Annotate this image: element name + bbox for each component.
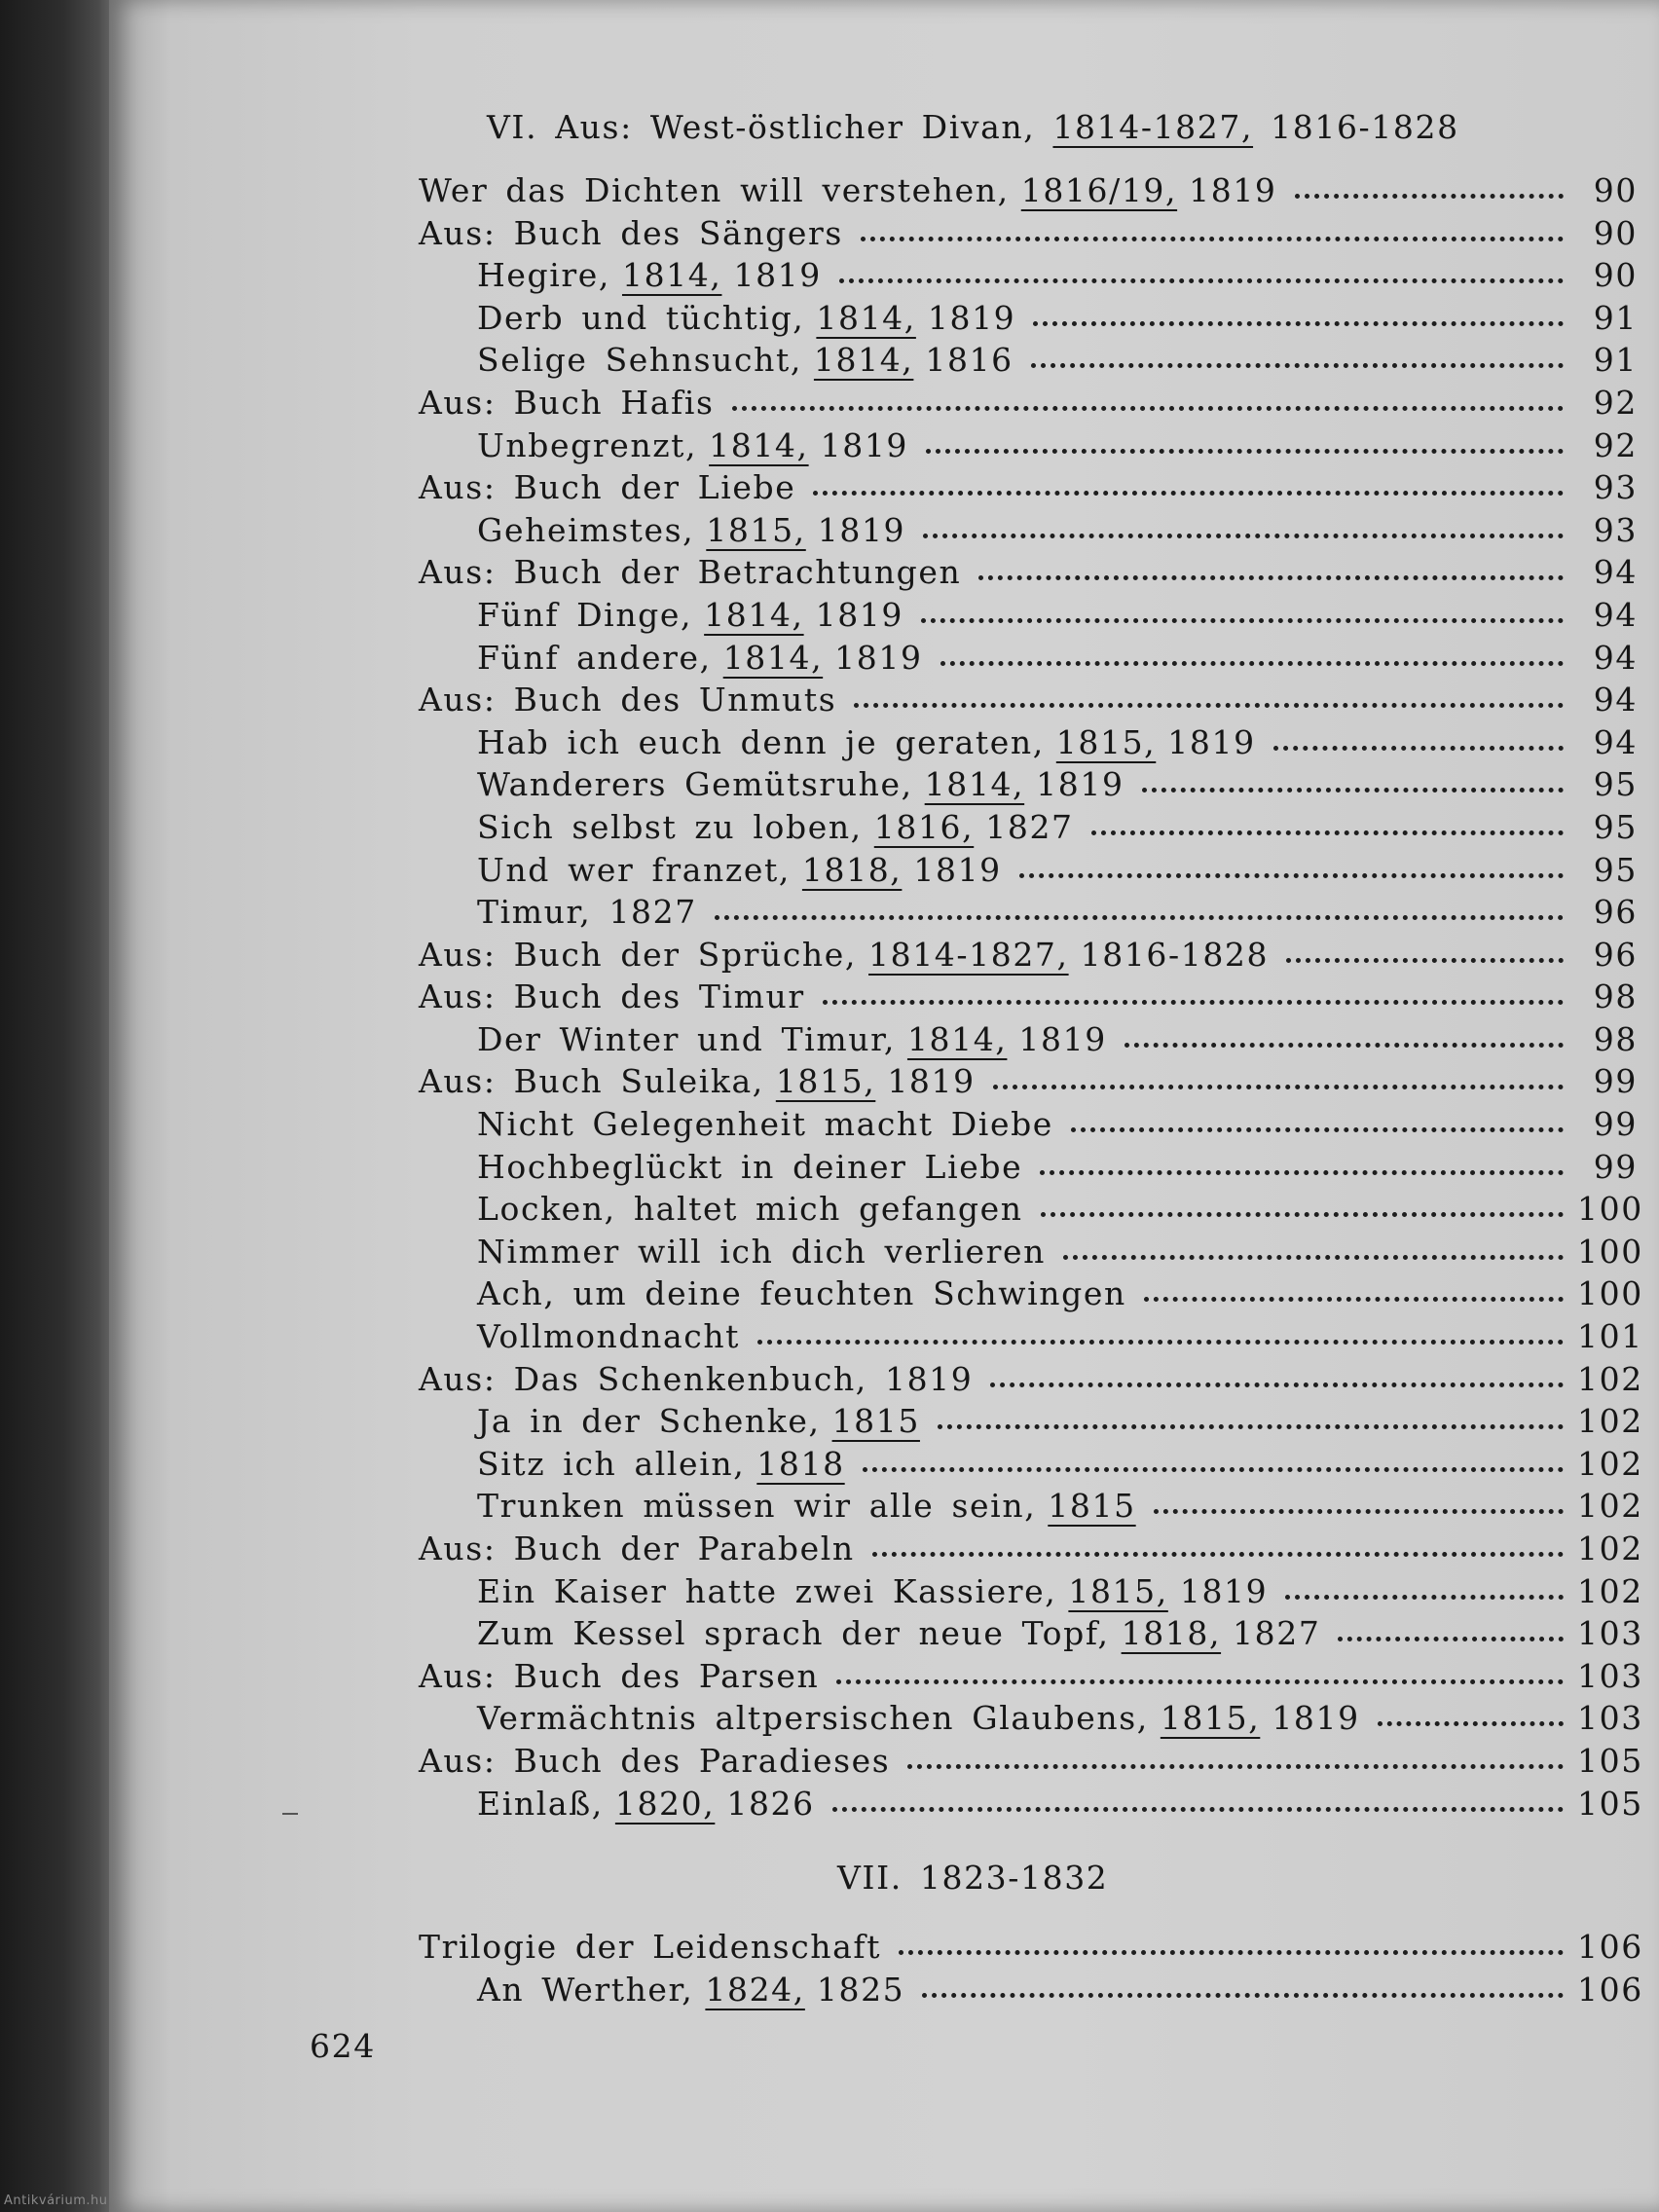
entry-title: Vermächtnis altpersischen Glaubens, <box>477 1699 1149 1738</box>
entry-page-number: 103 <box>1577 1656 1643 1695</box>
dot-leader <box>1040 1170 1564 1175</box>
dot-leader <box>823 1000 1564 1005</box>
dot-leader <box>813 491 1564 496</box>
page-number: 624 <box>310 2027 376 2065</box>
entry-composition-date: 1814, <box>906 1019 1008 1058</box>
entry-composition-date: 1818, <box>1121 1614 1222 1653</box>
toc-list-section-vi <box>419 169 1643 1825</box>
dot-leader <box>1142 788 1564 793</box>
toc-entry <box>419 339 1638 382</box>
entry-page-number: 90 <box>1593 171 1638 209</box>
entry-page-number: 90 <box>1593 256 1638 295</box>
entry-title: Fünf Dinge, <box>477 595 693 634</box>
entry-page-number: 101 <box>1577 1317 1643 1356</box>
toc-entry <box>419 1018 1638 1061</box>
dot-leader <box>863 1467 1564 1472</box>
dot-leader <box>1041 1212 1564 1217</box>
entry-title: Vollmondnacht <box>477 1317 741 1356</box>
entry-page-number: 95 <box>1593 850 1638 889</box>
entry-page-number: 102 <box>1577 1359 1643 1398</box>
dot-leader <box>940 661 1564 666</box>
entry-publication-date: 1819 <box>1179 1571 1269 1610</box>
entry-title: Aus: Buch der Liebe <box>419 468 796 507</box>
entry-page-number: 92 <box>1593 383 1638 422</box>
toc-entry <box>419 1528 1643 1570</box>
entry-publication-date: 1819 <box>1018 1019 1107 1058</box>
entry-composition-date: 1814, <box>621 256 722 295</box>
toc-entry <box>419 1926 1643 1969</box>
entry-composition-date: 1818 <box>756 1444 845 1483</box>
entry-page-number: 106 <box>1577 1970 1643 2009</box>
toc-entry <box>419 1740 1643 1783</box>
entry-title: Einlaß, <box>477 1784 604 1823</box>
dot-leader <box>922 1993 1564 1998</box>
dot-leader <box>836 1679 1564 1684</box>
heading-composition-dates: 1814-1827, <box>1052 108 1254 146</box>
toc-entry <box>419 806 1638 849</box>
dot-leader <box>1285 1595 1564 1600</box>
entry-page-number: 102 <box>1577 1571 1643 1610</box>
entry-title: Wanderers Gemütsruhe, <box>477 765 913 804</box>
entry-page-number: 91 <box>1593 298 1638 337</box>
toc-entry <box>419 679 1638 721</box>
entry-publication-date: 1819 <box>1189 171 1277 209</box>
entry-title: Wer das Dichten will verstehen, <box>419 171 1010 209</box>
toc-entry <box>419 849 1638 892</box>
entry-page-number: 99 <box>1593 1062 1638 1101</box>
toc-entry <box>419 1358 1643 1401</box>
entry-page-number: 94 <box>1593 638 1638 677</box>
entry-title: Der Winter und Timur, <box>477 1019 896 1058</box>
dot-leader <box>854 703 1564 708</box>
entry-title: Trilogie der Leidenschaft <box>419 1928 882 1966</box>
entry-publication-date: 1819 <box>834 638 923 677</box>
entry-publication-date: 1819 <box>1272 1699 1360 1738</box>
entry-composition-date: 1814, <box>709 425 809 464</box>
dot-leader <box>990 1382 1564 1387</box>
entry-composition-date: 1815, <box>706 510 806 549</box>
toc-entry <box>419 1783 1643 1825</box>
toc-entry <box>419 1146 1638 1189</box>
entry-page-number: 95 <box>1593 765 1638 804</box>
toc-entry <box>419 1272 1643 1315</box>
entry-title: Nicht Gelegenheit macht Diebe <box>477 1105 1053 1144</box>
entry-title: Aus: Buch des Timur <box>419 977 805 1016</box>
entry-title: Nimmer will ich dich verlieren <box>477 1232 1047 1271</box>
toc-entry <box>419 976 1638 1018</box>
dot-leader <box>938 1424 1564 1429</box>
dot-leader <box>1144 1297 1564 1302</box>
dot-leader <box>1033 321 1564 326</box>
entry-composition-date: 1814, <box>813 341 914 380</box>
entry-title: Locken, haltet mich gefangen <box>477 1190 1023 1229</box>
entry-composition-date: 1814, <box>722 638 824 677</box>
entry-title: Sich selbst zu loben, <box>477 807 863 846</box>
toc-entry <box>419 254 1638 297</box>
entry-publication-date: 1827 <box>1233 1614 1321 1653</box>
book-spine-shadow <box>0 0 115 2212</box>
entry-page-number: 106 <box>1577 1928 1643 1966</box>
toc-entry <box>419 594 1638 637</box>
entry-page-number: 102 <box>1577 1487 1643 1526</box>
entry-title: Geheimstes, <box>477 510 695 549</box>
entry-page-number: 94 <box>1593 553 1638 592</box>
entry-composition-date: 1815 <box>1048 1487 1136 1526</box>
dot-leader <box>1286 958 1564 963</box>
entry-publication-date: 1816-1828 <box>1080 935 1270 974</box>
toc-entry <box>419 934 1638 977</box>
toc-entry <box>419 1612 1643 1655</box>
entry-publication-date: 1819 <box>815 595 903 634</box>
dot-leader <box>757 1340 1564 1345</box>
toc-entry <box>419 1485 1643 1528</box>
dot-leader <box>923 534 1564 538</box>
dot-leader <box>1295 194 1564 199</box>
entry-publication-date: 1819 <box>820 425 909 464</box>
toc-entry <box>419 1231 1643 1273</box>
heading-prefix: VI. Aus: West-östlicher Divan, <box>487 108 1036 146</box>
entry-publication-date: 1826 <box>726 1784 815 1823</box>
dot-leader <box>715 915 1564 920</box>
watermark: Antikvárium.hu <box>4 2194 108 2208</box>
entry-title: Ach, um deine feuchten Schwingen <box>477 1274 1126 1313</box>
entry-composition-date: 1816/19, <box>1020 171 1178 209</box>
entry-page-number: 96 <box>1593 893 1638 932</box>
section-heading-vii: VII. 1823-1832 <box>837 1859 1109 1897</box>
entry-title: Unbegrenzt, <box>477 425 698 464</box>
entry-title: Hab ich euch denn je geraten, <box>477 722 1045 761</box>
dot-leader <box>1154 1509 1564 1514</box>
dot-leader <box>872 1552 1564 1557</box>
entry-page-number: 98 <box>1593 1019 1638 1058</box>
toc-entry <box>419 509 1638 552</box>
toc-entry <box>419 1655 1643 1698</box>
toc-entry <box>419 891 1638 934</box>
entry-composition-date: 1815, <box>1055 722 1157 761</box>
toc-entry <box>419 424 1638 467</box>
dot-leader <box>1124 1043 1564 1048</box>
dot-leader <box>899 1950 1564 1955</box>
entry-title: Fünf andere, <box>477 638 712 677</box>
entry-composition-date: 1814-1827, <box>868 935 1069 974</box>
entry-title: Timur, 1827 <box>477 893 697 932</box>
entry-publication-date: 1819 <box>887 1062 976 1101</box>
entry-composition-date: 1815, <box>775 1062 876 1101</box>
dot-leader <box>1273 746 1564 751</box>
entry-title: Aus: Buch der Sprüche, <box>419 935 857 974</box>
entry-title: Aus: Buch des Sängers <box>419 213 843 252</box>
entry-page-number: 98 <box>1593 977 1638 1016</box>
entry-page-number: 102 <box>1577 1530 1643 1567</box>
entry-publication-date: 1819 <box>913 850 1002 889</box>
toc-entry <box>419 551 1638 594</box>
entry-page-number: 100 <box>1577 1232 1643 1271</box>
entry-title: Aus: Buch des Paradieses <box>419 1741 891 1780</box>
entry-page-number: 103 <box>1577 1699 1643 1738</box>
entry-publication-date: 1819 <box>1036 765 1124 804</box>
entry-publication-date: 1819 <box>733 256 822 295</box>
entry-page-number: 102 <box>1577 1444 1643 1483</box>
dot-leader <box>1031 363 1564 368</box>
toc-entry <box>419 721 1638 764</box>
entry-page-number: 94 <box>1593 681 1638 719</box>
toc-entry <box>419 1103 1638 1146</box>
entry-publication-date: 1819 <box>817 510 906 549</box>
entry-title: Trunken müssen wir alle sein, <box>477 1487 1037 1526</box>
entry-composition-date: 1814, <box>816 298 916 337</box>
entry-title: Aus: Buch des Parsen <box>419 1656 820 1695</box>
entry-title: Hochbeglückt in deiner Liebe <box>477 1147 1023 1186</box>
dot-leader <box>1071 1127 1564 1132</box>
section-heading-vi <box>487 105 1459 150</box>
toc-entry <box>419 1400 1643 1443</box>
dot-leader <box>732 406 1564 411</box>
entry-page-number: 105 <box>1577 1741 1643 1780</box>
entry-publication-date: 1825 <box>816 1970 905 2009</box>
entry-title: Ein Kaiser hatte zwei Kassiere, <box>477 1571 1057 1610</box>
entry-title: Aus: Buch der Parabeln <box>419 1530 855 1567</box>
entry-composition-date: 1814, <box>924 765 1025 804</box>
entry-page-number: 91 <box>1593 341 1638 380</box>
dot-leader <box>926 449 1564 454</box>
entry-title: Aus: Buch der Betrachtungen <box>419 553 962 592</box>
dot-leader <box>1338 1637 1564 1641</box>
entry-title: An Werther, <box>477 1970 694 2009</box>
entry-publication-date: 1819 <box>927 298 1016 337</box>
entry-composition-date: 1820, <box>614 1784 716 1823</box>
entry-title: Aus: Buch Suleika, <box>419 1062 764 1101</box>
entry-publication-date: 1816 <box>925 341 1014 380</box>
dot-leader <box>1378 1721 1564 1726</box>
toc-entry <box>419 169 1638 212</box>
entry-page-number: 94 <box>1593 722 1638 761</box>
entry-composition-date: 1814, <box>704 595 804 634</box>
entry-page-number: 96 <box>1593 935 1638 974</box>
entry-title: Sitz ich allein, <box>477 1444 746 1483</box>
toc-list-section-vii <box>419 1926 1643 2010</box>
toc-entry <box>419 297 1638 340</box>
entry-composition-date: 1815, <box>1068 1571 1168 1610</box>
entry-composition-date: 1818, <box>801 850 903 889</box>
entry-page-number: 103 <box>1577 1614 1643 1653</box>
toc-entry <box>419 1969 1643 2011</box>
dot-leader <box>978 575 1564 580</box>
entry-title: Derb und tüchtig, <box>477 298 805 337</box>
entry-page-number: 92 <box>1593 425 1638 464</box>
toc-entry <box>419 1315 1643 1358</box>
entry-page-number: 94 <box>1593 595 1638 634</box>
entry-title: Aus: Buch des Unmuts <box>419 681 837 719</box>
entry-title: Hegire, <box>477 256 610 295</box>
margin-mark <box>282 1813 298 1815</box>
entry-composition-date: 1816, <box>873 807 975 846</box>
entry-page-number: 90 <box>1593 213 1638 252</box>
entry-title: Selige Sehnsucht, <box>477 341 802 380</box>
entry-publication-date: 1819 <box>1167 722 1256 761</box>
toc-entry <box>419 1697 1643 1740</box>
toc-entry <box>419 466 1638 509</box>
toc-entry <box>419 1060 1638 1103</box>
entry-page-number: 100 <box>1577 1190 1643 1229</box>
toc-entry <box>419 637 1638 680</box>
entry-title: Aus: Das Schenkenbuch, 1819 <box>419 1359 974 1398</box>
entry-page-number: 99 <box>1593 1105 1638 1144</box>
dot-leader <box>1091 830 1564 835</box>
dot-leader <box>1019 873 1564 878</box>
entry-composition-date: 1815 <box>831 1402 920 1441</box>
entry-publication-date: 1827 <box>985 807 1074 846</box>
dot-leader <box>1063 1255 1564 1260</box>
dot-leader <box>907 1764 1564 1769</box>
toc-entry <box>419 1570 1643 1613</box>
entry-title: Ja in der Schenke, <box>477 1402 821 1441</box>
entry-page-number: 95 <box>1593 807 1638 846</box>
entry-page-number: 105 <box>1577 1784 1643 1823</box>
heading-publication-dates: 1816-1828 <box>1271 108 1459 146</box>
toc-entry <box>419 1188 1643 1231</box>
entry-page-number: 100 <box>1577 1274 1643 1313</box>
toc-entry <box>419 763 1638 806</box>
entry-page-number: 102 <box>1577 1402 1643 1441</box>
entry-title: Aus: Buch Hafis <box>419 383 715 422</box>
entry-composition-date: 1824, <box>705 1970 805 2009</box>
dot-leader <box>832 1807 1564 1812</box>
dot-leader <box>921 618 1564 623</box>
entry-composition-date: 1815, <box>1160 1699 1261 1738</box>
entry-page-number: 99 <box>1593 1147 1638 1186</box>
dot-leader <box>839 278 1564 283</box>
dot-leader <box>993 1085 1564 1089</box>
entry-title: Zum Kessel sprach der neue Topf, <box>477 1614 1110 1653</box>
entry-title: Und wer franzet, <box>477 850 791 889</box>
dot-leader <box>861 237 1564 241</box>
toc-entry <box>419 212 1638 255</box>
toc-entry <box>419 382 1638 424</box>
entry-page-number: 93 <box>1593 468 1638 507</box>
toc-entry <box>419 1443 1643 1486</box>
entry-page-number: 93 <box>1593 510 1638 549</box>
